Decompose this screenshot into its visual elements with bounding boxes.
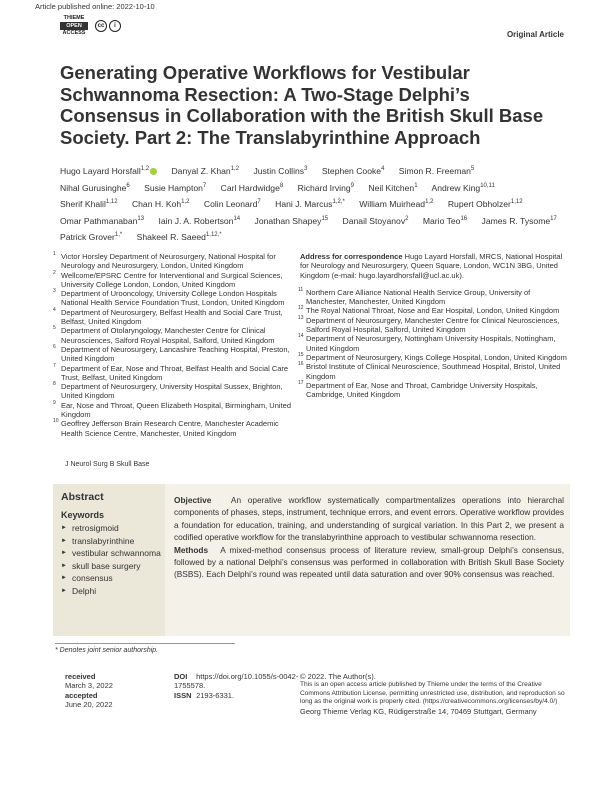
author-list bbox=[60, 162, 570, 245]
author-name-text: Nihal Gurusinghe bbox=[60, 182, 127, 193]
affiliation-item bbox=[300, 353, 570, 362]
abstract-objective bbox=[174, 494, 564, 544]
affiliation-text: Department of Otolaryngology, Manchester Centre for Clinical Neurosciences, Salford Royal Hospital, Salford, United Kingdom bbox=[61, 326, 275, 345]
author-name bbox=[144, 183, 206, 193]
author-name-text: Jonathan Shapey bbox=[254, 215, 322, 226]
dates-block bbox=[65, 672, 185, 709]
author-name bbox=[137, 232, 222, 242]
affiliation-item bbox=[300, 316, 570, 335]
abstract-text bbox=[174, 494, 564, 581]
author-name-text: Neil Kitchen bbox=[368, 182, 415, 193]
affiliation-item bbox=[300, 306, 570, 315]
author-name-text: Danail Stoyanov bbox=[342, 215, 406, 226]
affiliation-text: Victor Horsley Department of Neurosurgery, National Hospital for Neurology and Neurosurgery, London, United Kingdom bbox=[61, 252, 276, 271]
logo-text-thieme: THIEME bbox=[63, 15, 85, 21]
author-name bbox=[204, 199, 261, 209]
author-name-text: Stephen Cooke bbox=[321, 165, 382, 176]
author-name-text: Andrew King bbox=[431, 182, 481, 193]
author-name-text: Simon R. Freeman bbox=[398, 165, 471, 176]
author-affiliation-marker: 5 bbox=[470, 166, 475, 172]
received-date: March 3, 2022 bbox=[65, 681, 113, 691]
correspondence-text: Hugo Layard Horsfall, MRCS, National Hospital for Neurology and Neurosurgery, Queen Square, London, WC1N 3BG, United Kingdom (e-mail: hugo.layardhorsfall@ucl.ac.uk). bbox=[300, 252, 563, 280]
author-name-text: Richard Irving bbox=[297, 182, 351, 193]
author-affiliation-marker: 10,11 bbox=[480, 182, 495, 189]
affiliation-text: Department of Ear, Nose and Throat, Cambridge University Hospitals, Cambridge, United Kingdom bbox=[306, 380, 538, 400]
affiliation-number: 4 bbox=[53, 306, 56, 313]
affiliation-item bbox=[300, 362, 570, 381]
abstract-heading: Abstract bbox=[61, 491, 104, 503]
author-affiliation-marker: 9 bbox=[350, 182, 354, 189]
author-name bbox=[60, 199, 118, 209]
author-name bbox=[322, 166, 385, 176]
affiliation-number: 11 bbox=[298, 286, 304, 293]
keyword-item: ► vestibular schwannoma bbox=[61, 547, 161, 560]
affiliation-number: 14 bbox=[298, 333, 304, 340]
affiliation-item bbox=[55, 382, 295, 401]
issn-row bbox=[174, 691, 299, 700]
affiliation-number: 6 bbox=[53, 343, 56, 350]
author-name-text: Carl Hardwidge bbox=[220, 182, 280, 193]
affiliation-text: The Royal National Throat, Nose and Ear Hospital, London, United Kingdom bbox=[306, 306, 560, 316]
accepted-label: accepted bbox=[65, 690, 98, 700]
section-label: Original Article bbox=[506, 30, 564, 39]
affiliation-number: 16 bbox=[298, 361, 304, 368]
author-name bbox=[399, 166, 474, 176]
affiliation-item bbox=[55, 308, 295, 327]
affiliation-text: Department of Urooncology, University College London Hospitals National Health Service Foundation Trust, London, United Kingdom bbox=[61, 289, 285, 308]
received-label: received bbox=[65, 672, 96, 681]
author-affiliation-marker: 14 bbox=[233, 215, 241, 222]
identifiers-block bbox=[174, 672, 299, 700]
objective-text: An operative workflow systematically compartmentalizes operations into hierarchal components of phases, steps, instrument, technique errors, and event errors. Operative workflow provides a foundation for education, training, and understanding of surgical variation. In this Part 2, we present a codified operative workflow for the translabyrinthine approach to vestibular schwannoma resection. bbox=[174, 495, 564, 543]
footnote: * Denotes joint senior authorship. bbox=[55, 647, 159, 654]
methods-label: Methods bbox=[174, 544, 209, 555]
objective-label: Objective bbox=[174, 495, 212, 505]
affiliation-text: Northern Care Alliance National Health Service Group, University of Manchester, Manchester, United Kingdom bbox=[306, 287, 531, 307]
affiliation-item bbox=[55, 252, 295, 271]
affiliation-item bbox=[55, 271, 295, 290]
affiliation-text: Bristol Institute of Clinical Neuroscience, Southmead Hospital, Bristol, United Kingdom bbox=[306, 362, 561, 381]
footnote-divider bbox=[55, 643, 235, 644]
author-name bbox=[298, 183, 354, 193]
affiliations-right-column bbox=[300, 252, 570, 399]
author-name-text: Iain J. A. Robertson bbox=[158, 215, 234, 226]
affiliation-item bbox=[300, 288, 570, 307]
affiliation-item bbox=[300, 334, 570, 353]
creative-commons-icon: cc bbox=[95, 20, 107, 32]
author-name bbox=[482, 216, 557, 226]
author-name bbox=[60, 166, 157, 176]
author-affiliation-marker: 1,12 bbox=[510, 199, 523, 206]
affiliation-number: 13 bbox=[298, 314, 304, 321]
author-name-text: Omar Pathmanaban bbox=[60, 215, 138, 226]
author-affiliation-marker: 2 bbox=[405, 215, 409, 222]
affiliation-text: Department of Neurosurgery, Belfast Health and Social Care Trust, Belfast, United Kingdom bbox=[61, 307, 283, 327]
affiliation-text: Department of Ear, Nose and Throat, Belfast Health and Social Care Trust, Belfast, United Kingdom bbox=[61, 363, 289, 382]
author-affiliation-marker: 1,12 bbox=[105, 199, 118, 206]
author-affiliation-marker: 16 bbox=[460, 215, 468, 222]
author-name bbox=[60, 232, 122, 242]
affiliation-text: Department of Neurosurgery, Kings College Hospital, London, United Kingdom bbox=[306, 352, 567, 362]
author-affiliation-marker: 1,2 bbox=[140, 166, 150, 172]
author-name bbox=[253, 166, 307, 176]
keyword-item: ► consensus bbox=[61, 572, 161, 585]
affiliation-item bbox=[55, 364, 295, 383]
affiliation-text: Geoffrey Jefferson Brain Research Centre, Manchester Academic Health Science Centre, Manchester, United Kingdom bbox=[61, 419, 279, 438]
author-affiliation-marker: 15 bbox=[321, 215, 329, 222]
author-affiliation-marker: 17 bbox=[550, 215, 557, 222]
author-name-text: Hani J. Marcus bbox=[275, 199, 333, 210]
affiliation-number: 5 bbox=[53, 325, 56, 332]
methods-text: A mixed-method consensus process of literature review, small-group Delphi’s consensus, followed by a national Delphi’s consensus was performed in collaboration with British Skull Base Society (BSBS). Each Delphi’s round was repeated until data saturation and over 90% consensus was reached. bbox=[174, 544, 564, 580]
author-affiliation-marker: 8 bbox=[279, 182, 284, 189]
author-affiliation-marker: 7 bbox=[257, 199, 261, 206]
author-name-text: William Muirhead bbox=[359, 199, 426, 210]
affiliation-item bbox=[55, 419, 295, 438]
author-name bbox=[343, 216, 409, 226]
author-affiliation-marker: 1 bbox=[414, 182, 418, 189]
author-name-text: Danyal Z. Khan bbox=[171, 165, 231, 176]
affiliation-text: Ear, Nose and Throat, Queen Elizabeth Hospital, Birmingham, United Kingdom bbox=[61, 400, 291, 420]
author-name-text: Susie Hampton bbox=[144, 182, 203, 193]
author-affiliation-marker: 13 bbox=[137, 215, 145, 222]
author-name bbox=[158, 216, 240, 226]
affiliation-number: 3 bbox=[53, 288, 56, 295]
affiliation-text: Department of Neurosurgery, Nottingham University Hospitals, Nottingham, United Kingdom bbox=[306, 334, 556, 353]
author-name bbox=[171, 166, 239, 176]
logo-text-open: OPEN bbox=[60, 22, 88, 30]
author-name-text: Hugo Layard Horsfall bbox=[60, 165, 141, 176]
author-affiliation-marker: 1,2 bbox=[425, 199, 434, 206]
affiliation-item bbox=[55, 401, 295, 420]
affiliation-item bbox=[55, 326, 295, 345]
abstract-methods bbox=[174, 544, 564, 581]
author-name bbox=[431, 183, 494, 193]
affiliation-number: 12 bbox=[298, 305, 304, 312]
issn-value: 2193-6331. bbox=[196, 690, 235, 700]
author-name bbox=[221, 183, 284, 193]
journal-reference: J Neurol Surg B Skull Base bbox=[65, 461, 150, 468]
author-name bbox=[359, 199, 433, 209]
doi-label: DOI bbox=[174, 672, 188, 681]
affiliation-number: 2 bbox=[53, 269, 56, 276]
author-name bbox=[448, 199, 523, 209]
author-affiliation-marker: 4 bbox=[381, 166, 385, 172]
author-name-text: Colin Leonard bbox=[203, 199, 258, 210]
affiliation-number: 10 bbox=[53, 418, 59, 425]
correspondence-label: Address for correspondence bbox=[300, 252, 403, 261]
doi-link[interactable]: https://doi.org/10.1055/s-0042-1755578. bbox=[174, 672, 299, 691]
published-online-line: Article published online: 2022-10-10 bbox=[35, 2, 155, 11]
affiliation-number: 8 bbox=[53, 381, 56, 388]
thieme-open-access-logo bbox=[60, 15, 88, 36]
author-name-text: Chan H. Koh bbox=[131, 199, 182, 210]
keyword-item: ► translabyrinthine bbox=[61, 535, 161, 548]
affiliation-text: Wellcome/EPSRC Centre for Interventional and Surgical Sciences, University College London, London, United Kingdom bbox=[61, 270, 283, 289]
affiliation-text: Department of Neurosurgery, Manchester Centre for Clinical Neurosciences, Salford Royal Hospital, Salford, United Kingdom bbox=[306, 315, 560, 335]
author-name-text: Rupert Obholzer bbox=[447, 199, 511, 210]
author-affiliation-marker: 1,* bbox=[114, 232, 123, 239]
affiliations-left-column bbox=[55, 252, 295, 438]
logo-text-access: ACCESS bbox=[62, 30, 86, 36]
author-name-text: Mario Teo bbox=[422, 215, 461, 226]
affiliation-number: 7 bbox=[53, 362, 56, 369]
author-name bbox=[275, 199, 345, 209]
affiliation-item bbox=[55, 289, 295, 308]
author-affiliation-marker: 1,2 bbox=[230, 166, 240, 172]
author-affiliation-marker: 1,2,* bbox=[332, 199, 345, 206]
author-name bbox=[132, 199, 190, 209]
author-name bbox=[60, 216, 144, 226]
author-affiliation-marker: 3 bbox=[304, 166, 308, 172]
author-name bbox=[255, 216, 329, 226]
affiliation-number: 15 bbox=[298, 351, 304, 358]
author-affiliation-marker: 1,12,* bbox=[205, 232, 222, 239]
copyright-line: © 2022. The Author(s). bbox=[300, 672, 376, 681]
accepted-date: June 20, 2022 bbox=[65, 699, 113, 709]
author-name bbox=[368, 183, 417, 193]
publisher-address: Georg Thieme Verlag KG, Rüdigerstraße 14, 70469 Stuttgart, Germany bbox=[300, 707, 537, 717]
affiliation-item bbox=[55, 345, 295, 364]
author-affiliation-marker: 1,2 bbox=[181, 199, 190, 206]
author-name bbox=[423, 216, 467, 226]
author-affiliation-marker: 7 bbox=[202, 182, 207, 189]
keyword-item: ► Delphi bbox=[61, 585, 161, 598]
author-name-text: Sherif Khalil bbox=[60, 199, 106, 210]
issn-label: ISSN bbox=[174, 690, 192, 700]
affiliation-number: 17 bbox=[298, 379, 304, 386]
copyright-block bbox=[300, 672, 565, 716]
correspondence-address bbox=[300, 252, 570, 280]
author-affiliation-marker: 6 bbox=[126, 182, 130, 189]
affiliation-text: Department of Neurosurgery, University Hospital Sussex, Brighton, United Kingdom bbox=[61, 382, 283, 401]
license-text: This is an open access article published by Thieme under the terms of the Creative Commons Attribution License, permitting unrestricted use, distribution, and reproduction so long as the original work is properly cited. (https://creativecommons.org/licenses/by/4.0/) bbox=[300, 681, 565, 706]
doi-row bbox=[174, 672, 299, 691]
author-name-text: James R. Tysome bbox=[481, 215, 551, 226]
affiliations-right-list bbox=[300, 288, 570, 400]
keywords-list bbox=[61, 522, 161, 598]
affiliation-number: 9 bbox=[53, 399, 56, 406]
affiliation-item bbox=[300, 381, 570, 400]
affiliation-number: 1 bbox=[53, 251, 56, 257]
author-name-text: Patrick Grover bbox=[60, 232, 115, 243]
keyword-item: ► skull base surgery bbox=[61, 560, 161, 573]
affiliation-text: Department of Neurosurgery, Lancashire Teaching Hospital, Preston, United Kingdom bbox=[61, 344, 290, 364]
orcid-icon[interactable] bbox=[150, 168, 157, 175]
keywords-heading: Keywords bbox=[61, 510, 105, 520]
author-name bbox=[60, 183, 130, 193]
author-name-text: Justin Collins bbox=[253, 165, 305, 176]
keyword-item: ► retrosigmoid bbox=[61, 522, 161, 535]
author-name-text: Shakeel R. Saeed bbox=[136, 232, 206, 243]
article-title: Generating Operative Workflows for Vestibular Schwannoma Resection: A Two-Stage Delphi’s Consensus in Collaboration with the British Skull Base Society. Part 2: The Translabyrinthine Approach bbox=[60, 62, 544, 148]
attribution-icon: i bbox=[109, 20, 121, 32]
license-icons bbox=[95, 20, 121, 32]
